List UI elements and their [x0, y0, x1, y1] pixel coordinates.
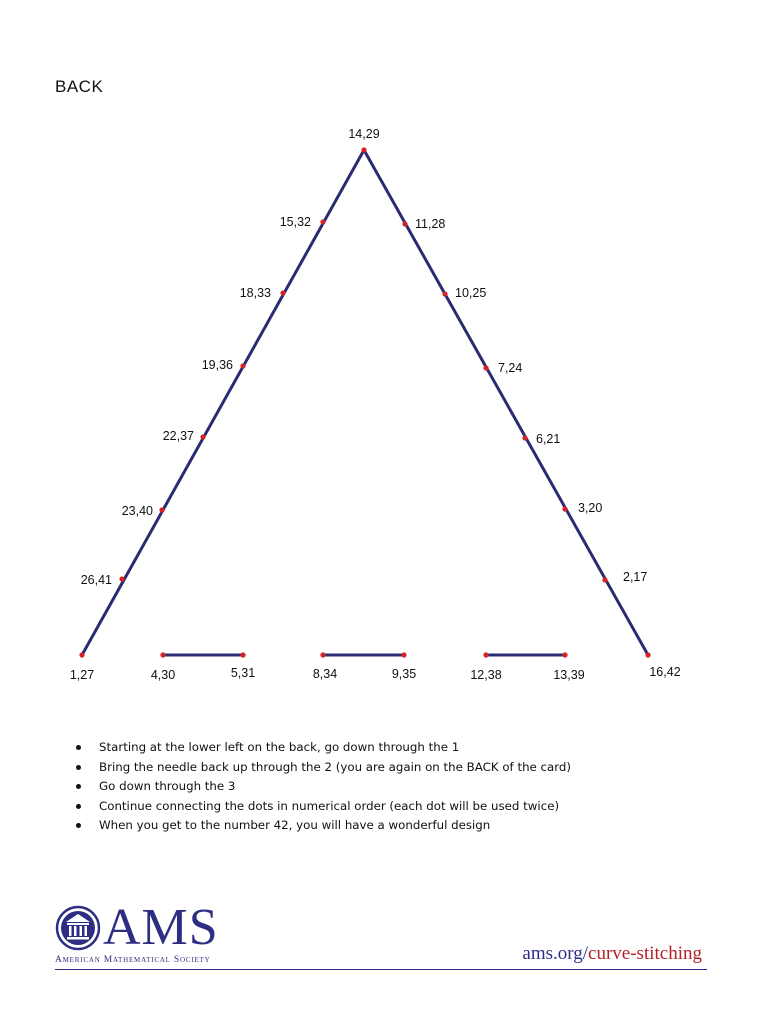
url-path: curve-stitching: [588, 943, 702, 964]
stitch-dot: [602, 577, 607, 582]
dot-label: 5,31: [230, 666, 256, 680]
stitch-dot: [361, 147, 366, 152]
dot-label: 2,17: [623, 570, 648, 584]
dot-label: 6,21: [536, 432, 561, 446]
instruction-item: Continue connecting the dots in numerical order (each dot will be used twice): [72, 797, 571, 817]
dot-label: 14,29: [348, 127, 380, 141]
dot-label: 8,34: [312, 667, 338, 681]
dot-label: 10,25: [455, 286, 487, 300]
dot-label: 9,35: [391, 667, 417, 681]
dot-label: 1,27: [69, 668, 95, 682]
stitch-dot: [522, 435, 527, 440]
instruction-item: When you get to the number 42, you will have a wonderful design: [72, 816, 571, 836]
stitch-dot: [159, 507, 164, 512]
stitch-dot: [240, 652, 245, 657]
stitch-dot: [160, 652, 165, 657]
stitch-dot: [119, 576, 124, 581]
dot-label: 22,37: [162, 429, 194, 443]
stitch-dot: [562, 652, 567, 657]
page-title: BACK: [55, 77, 104, 96]
stitch-dot: [320, 219, 325, 224]
stitch-dot: [562, 506, 567, 511]
dot-label: 4,30: [150, 668, 176, 682]
stitch-dot: [483, 365, 488, 370]
dot-label: 11,28: [415, 217, 446, 231]
dot-label: 19,36: [201, 358, 233, 372]
url-domain: ams.org/: [522, 943, 589, 964]
dot-label: 12,38: [470, 668, 502, 682]
dot-label: 26,41: [80, 573, 112, 587]
ams-building-icon: [55, 905, 101, 951]
stitch-dot: [645, 652, 650, 657]
ams-logo-subtitle: American Mathematical Society: [55, 955, 211, 965]
instruction-item: Go down through the 3: [72, 777, 571, 797]
dot-label: 7,24: [498, 361, 523, 375]
stitch-dot: [320, 652, 325, 657]
footer-divider: [55, 969, 707, 970]
dot-label: 18,33: [239, 286, 271, 300]
dot-label: 13,39: [553, 668, 585, 682]
dot-label: 15,32: [279, 215, 311, 229]
stitch-dot: [240, 363, 245, 368]
instruction-item: Starting at the lower left on the back, go down through the 1: [72, 738, 571, 758]
dot-label: 3,20: [578, 501, 603, 515]
stitch-dot: [280, 290, 285, 295]
dot-label: 23,40: [121, 504, 153, 518]
stitch-dot: [483, 652, 488, 657]
stitch-dot: [401, 652, 406, 657]
stitch-dot: [402, 221, 407, 226]
stitch-dot: [442, 291, 447, 296]
instruction-item: Bring the needle back up through the 2 (you are again on the BACK of the card): [72, 758, 571, 778]
stitch-dot: [79, 652, 84, 657]
ams-logo-text: AMS: [103, 899, 219, 956]
instructions-list: [72, 738, 571, 836]
footer-url[interactable]: [522, 943, 702, 965]
stitch-dot: [200, 434, 205, 439]
dot-label: 16,42: [649, 665, 681, 679]
